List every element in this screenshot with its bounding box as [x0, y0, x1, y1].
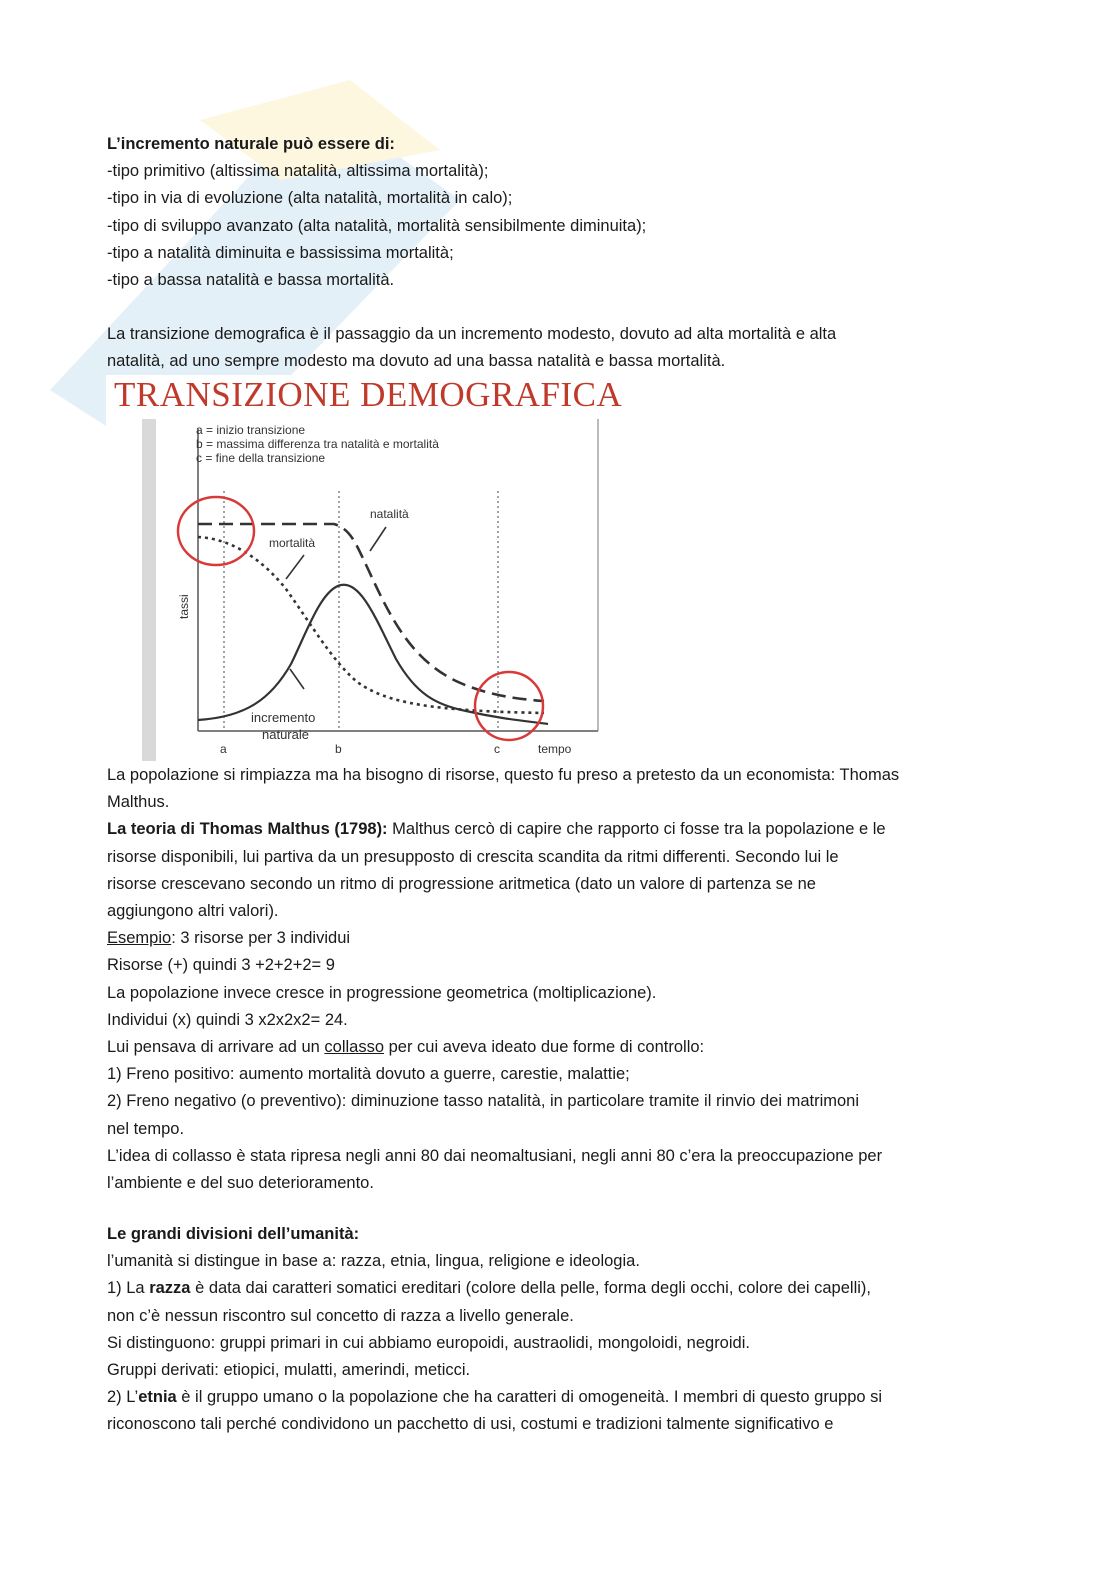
collasso-post: per cui aveva ideato due forme di controllo:: [384, 1038, 705, 1057]
malthus-line: [107, 816, 1012, 843]
esempio-line: [107, 925, 1012, 952]
mortalita-curve: [198, 537, 544, 713]
demographic-transition-figure: [106, 375, 628, 761]
section-incremento: [107, 131, 1012, 376]
collasso-word: collasso: [324, 1038, 385, 1057]
label-incremento-2: naturale: [262, 727, 309, 742]
paragraph-line: La popolazione si rimpiazza ma ha bisogno di risorse, questo fu preso a pretesto da un economista: Thomas: [107, 766, 900, 784]
paragraph-line: Risorse (+) quindi 3 +2+2+2= 9: [107, 956, 335, 975]
section-divisioni: [107, 1221, 1012, 1439]
paragraph-line: La transizione demografica è il passaggio da un incremento modesto, dovuto ad alta mortalità e alta: [107, 325, 837, 344]
paragraph-line: L’idea di collasso è stata ripresa negli anni 80 dai neomaltusiani, negli anni 80 c’era la preoccupazione per: [107, 1146, 883, 1165]
paragraph-line: Individui (x) quindi 3 x2x2x2= 24.: [107, 1010, 348, 1029]
legend-a: a = inizio transizione: [196, 423, 306, 437]
list-item: -tipo a bassa natalità e bassa mortalità.: [107, 271, 395, 290]
razza-post: è data dai caratteri somatici ereditari (colore della pelle, forma degli occhi, colore dei capelli),: [190, 1279, 871, 1298]
paragraph-line: Gruppi derivati: etiopici, mulatti, amerindi, meticci.: [107, 1361, 471, 1380]
list-item: -tipo in via di evoluzione (alta natalità, mortalità in calo);: [107, 189, 513, 208]
tick-c: c: [494, 742, 500, 756]
label-mortalita: mortalità: [269, 536, 316, 550]
paragraph-line: natalità, ad uno sempre modesto ma dovuto ad una bassa natalità e bassa mortalità.: [107, 352, 726, 371]
section-heading: Le grandi divisioni dell’umanità:: [107, 1225, 360, 1243]
paragraph-line: l’umanità si distingue in base a: razza, etnia, lingua, religione e ideologia.: [107, 1252, 640, 1271]
section-heading: L’incremento naturale può essere di:: [107, 135, 395, 153]
razza-word: razza: [149, 1279, 191, 1298]
paragraph-line: Si distinguono: gruppi primari in cui abbiamo europoidi, austraolidi, mongoloidi, negroidi.: [107, 1333, 750, 1352]
figure-title: TRANSIZIONE DEMOGRAFICA: [114, 375, 623, 414]
highlight-circle-end: [475, 672, 543, 740]
paragraph-line: 2) Freno negativo (o preventivo): diminuzione tasso natalità, in particolare tramite il rinvio dei matrimoni: [107, 1092, 860, 1111]
label-incremento-1: incremento: [251, 710, 316, 725]
collasso-pre: Lui pensava di arrivare ad un: [107, 1038, 325, 1057]
malthus-heading: La teoria di Thomas Malthus (1798):: [107, 820, 388, 839]
tick-b: b: [335, 742, 342, 756]
esempio-label: Esempio: [107, 929, 172, 948]
etnia-line: [107, 1384, 1012, 1411]
razza-line: [107, 1275, 1012, 1302]
arrow-natalita: [370, 527, 386, 551]
paragraph-line: risorse disponibili, lui partiva da un presupposto di crescita scandita da ritmi differenti. Secondo lui le: [107, 847, 839, 866]
list-item: -tipo di sviluppo avanzato (alta natalità, mortalità sensibilmente diminuita);: [107, 216, 647, 235]
highlight-circle-start: [178, 497, 254, 565]
list-item: -tipo a natalità diminuita e bassissima mortalità;: [107, 243, 454, 262]
malthus-line-text: Malthus cercò di capire che rapporto ci fosse tra la popolazione e le: [387, 820, 886, 839]
section-malthus: [107, 762, 1012, 1197]
x-axis-label: tempo: [538, 742, 572, 756]
paragraph-line: riconoscono tali perché condividono un pacchetto di usi, costumi e tradizioni talmente significativo e: [107, 1415, 834, 1434]
paragraph-line: Malthus.: [107, 793, 170, 812]
arrow-incremento: [290, 669, 304, 689]
legend-b: b = massima differenza tra natalità e mortalità: [196, 437, 439, 451]
etnia-post: è il gruppo umano o la popolazione che ha caratteri di omogeneità. I membri di questo gruppo si: [176, 1388, 883, 1407]
transition-chart: [106, 419, 628, 761]
paragraph-line: La popolazione invece cresce in progressione geometrica (moltiplicazione).: [107, 983, 657, 1002]
paragraph-line: aggiungono altri valori).: [107, 902, 279, 921]
etnia-word: etnia: [138, 1388, 177, 1407]
incremento-curve: [198, 585, 548, 724]
list-item: -tipo primitivo (altissima natalità, altissima mortalità);: [107, 162, 489, 181]
arrow-mortalita: [286, 555, 304, 579]
esempio-text: : 3 risorse per 3 individui: [171, 929, 351, 948]
paragraph-line: 1) Freno positivo: aumento mortalità dovuto a guerre, carestie, malattie;: [107, 1065, 630, 1084]
legend-c: c = fine della transizione: [196, 451, 326, 465]
label-natalita: natalità: [370, 507, 409, 521]
paragraph-line: non c’è nessun riscontro sul concetto di razza a livello generale.: [107, 1306, 574, 1325]
paragraph-line: nel tempo.: [107, 1119, 185, 1138]
etnia-pre: 2) L’: [107, 1388, 139, 1407]
paragraph-line: l’ambiente e del suo deterioramento.: [107, 1174, 374, 1193]
tick-a: a: [220, 742, 227, 756]
blank-line: [107, 294, 1012, 321]
scan-strip: [142, 419, 156, 761]
y-axis-label: tassi: [177, 594, 191, 619]
razza-pre: 1) La: [107, 1279, 150, 1298]
paragraph-line: risorse crescevano secondo un ritmo di progressione aritmetica (dato un valore di partenza se ne: [107, 874, 816, 893]
collasso-line: [107, 1034, 1012, 1061]
